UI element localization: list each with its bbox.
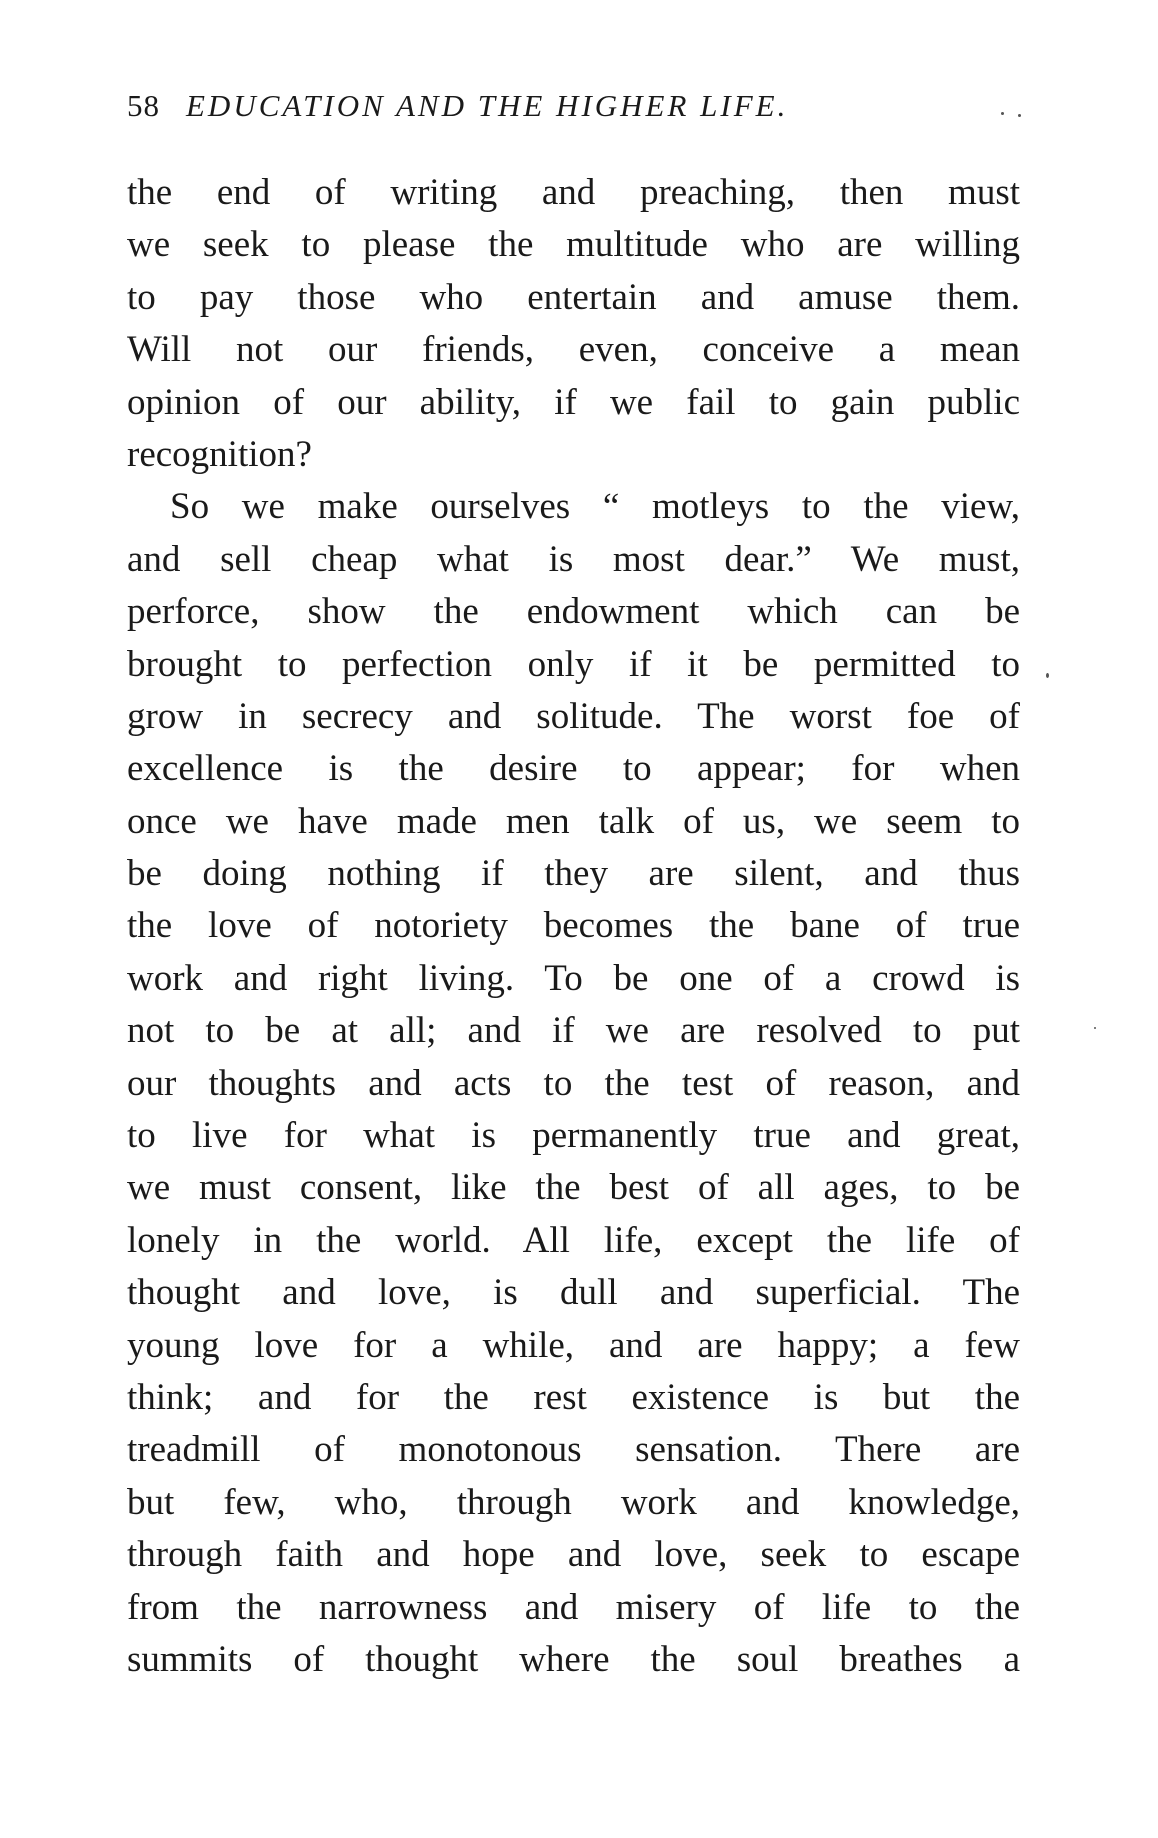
text-line: the love of notoriety becomes the bane of true	[127, 905, 1020, 947]
scan-speck	[1046, 673, 1049, 678]
text-line: the end of writing and preaching, then must	[127, 172, 1020, 213]
text-line: our thoughts and acts to the test of reason, and	[127, 1062, 1020, 1104]
text-line: through faith and hope and love, seek to escape	[127, 1534, 1020, 1576]
page-number: 58	[127, 88, 160, 123]
text-line: to live for what is permanently true and great,	[127, 1115, 1020, 1157]
scan-speck	[1001, 112, 1004, 115]
text-line: thought and love, is dull and superficial. The	[127, 1272, 1020, 1314]
scan-speck	[1018, 114, 1021, 117]
text-line: from the narrowness and misery of life to the	[127, 1586, 1020, 1628]
text-line: lonely in the world. All life, except the life of	[127, 1219, 1020, 1261]
scan-speck	[1094, 1027, 1096, 1029]
text-line: summits of thought where the soul breathes a	[127, 1638, 1020, 1680]
text-line: work and right living. To be one of a crowd is	[127, 957, 1020, 999]
text-line: recognition?	[127, 433, 312, 475]
running-title: EDUCATION AND THE HIGHER LIFE.	[186, 88, 789, 123]
text-line: So we make ourselves “ motleys to the view,	[170, 486, 1020, 528]
running-head	[127, 86, 1027, 126]
text-line: we must consent, like the best of all ages, to be	[127, 1167, 1020, 1209]
text-line: excellence is the desire to appear; for when	[127, 748, 1020, 790]
text-line: perforce, show the endowment which can be	[127, 591, 1020, 633]
text-line: grow in secrecy and solitude. The worst foe of	[127, 695, 1020, 737]
text-line: once we have made men talk of us, we seem to	[127, 800, 1020, 842]
text-line: brought to perfection only if it be permitted to	[127, 643, 1020, 685]
text-line: be doing nothing if they are silent, and thus	[127, 853, 1020, 895]
text-line: opinion of our ability, if we fail to gain public	[127, 381, 1020, 423]
text-line: we seek to please the multitude who are willing	[127, 224, 1020, 266]
text-line: but few, who, through work and knowledge,	[127, 1481, 1020, 1523]
text-line: to pay those who entertain and amuse them.	[127, 276, 1020, 318]
body-text	[127, 167, 1020, 1686]
text-line: and sell cheap what is most dear.” We must,	[127, 538, 1020, 580]
text-line: Will not our friends, even, conceive a mean	[127, 329, 1020, 371]
text-line: young love for a while, and are happy; a few	[127, 1324, 1020, 1366]
text-line: not to be at all; and if we are resolved to put	[127, 1010, 1020, 1052]
text-line: think; and for the rest existence is but the	[127, 1376, 1020, 1418]
text-line: treadmill of monotonous sensation. There are	[127, 1429, 1020, 1471]
